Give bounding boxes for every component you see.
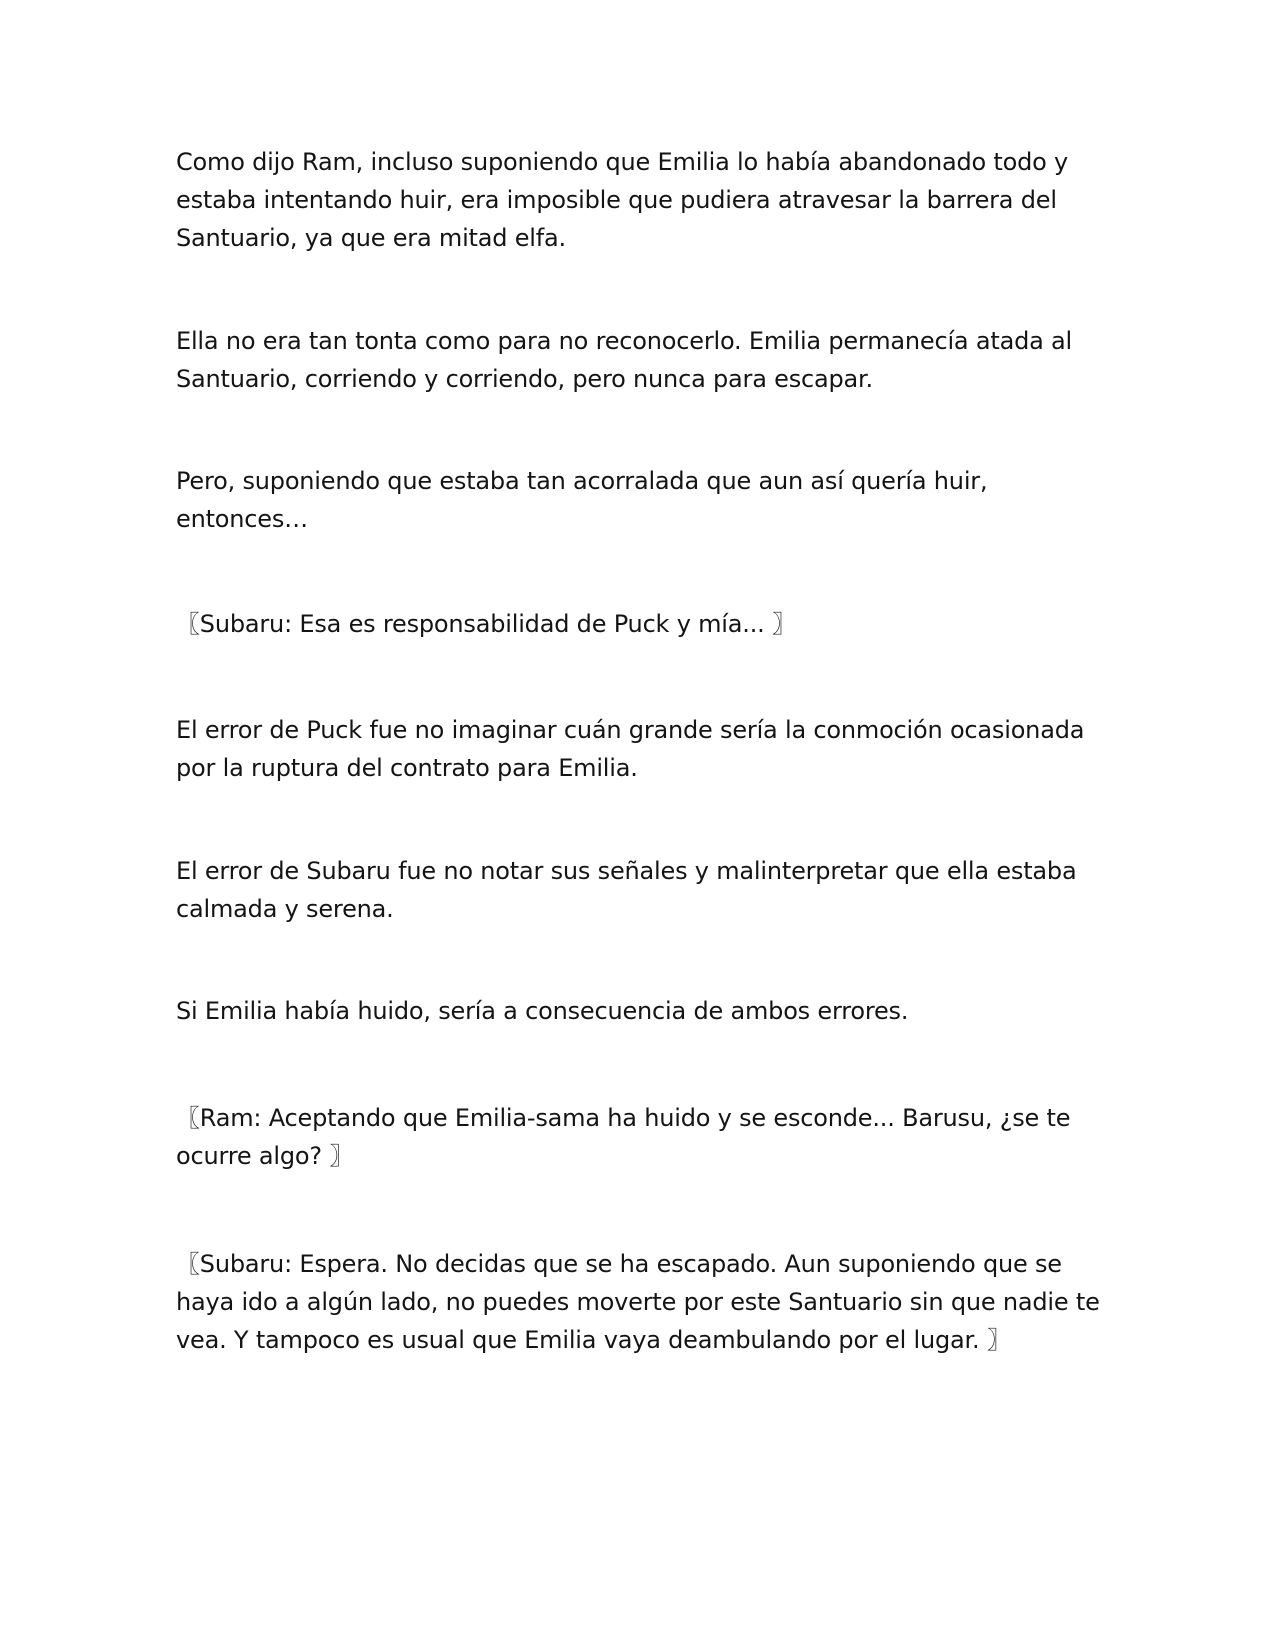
dialogue-subaru-1 <box>176 605 1106 643</box>
text-line: vea. Y tampoco es usual que Emilia vaya deambulando por el lugar. 〗 <box>176 1326 1011 1354</box>
text-line: Santuario, corriendo y corriendo, pero nunca para escapar. <box>176 365 873 393</box>
dialogue-subaru-2 <box>176 1245 1106 1359</box>
text-line: 〖Ram: Aceptando que Emilia-sama ha huido y se esconde... Barusu, ¿se te <box>176 1104 1071 1132</box>
text-line: calmada y serena. <box>176 895 394 923</box>
text-line: Santuario, ya que era mitad elfa. <box>176 224 566 252</box>
text-line: estaba intentando huir, era imposible que pudiera atravesar la barrera del <box>176 186 1057 214</box>
dialogue-ram <box>176 1099 1106 1175</box>
text-line: Ella no era tan tonta como para no reconocerlo. Emilia permanecía atada al <box>176 327 1073 355</box>
paragraph-5 <box>176 711 1106 787</box>
paragraph-1 <box>176 143 1106 257</box>
text-line: 〖Subaru: Esa es responsabilidad de Puck y mía... 〗 <box>176 610 796 638</box>
text-line: Pero, suponiendo que estaba tan acorralada que aun así quería huir, <box>176 467 988 495</box>
paragraph-2 <box>176 322 1106 398</box>
paragraph-6 <box>176 852 1106 928</box>
text-line: haya ido a algún lado, no puedes moverte por este Santuario sin que nadie te <box>176 1288 1100 1316</box>
paragraph-3 <box>176 462 1106 538</box>
text-line: 〖Subaru: Espera. No decidas que se ha escapado. Aun suponiendo que se <box>176 1250 1062 1278</box>
text-line: El error de Puck fue no imaginar cuán grande sería la conmoción ocasionada <box>176 716 1085 744</box>
paragraph-7 <box>176 992 1106 1030</box>
text-line: por la ruptura del contrato para Emilia. <box>176 754 638 782</box>
text-line: Si Emilia había huido, sería a consecuencia de ambos errores. <box>176 997 909 1025</box>
text-line: ocurre algo? 〗 <box>176 1142 354 1170</box>
text-line: entonces… <box>176 505 308 533</box>
text-line: Como dijo Ram, incluso suponiendo que Emilia lo había abandonado todo y <box>176 148 1069 176</box>
text-line: El error de Subaru fue no notar sus señales y malinterpretar que ella estaba <box>176 857 1077 885</box>
